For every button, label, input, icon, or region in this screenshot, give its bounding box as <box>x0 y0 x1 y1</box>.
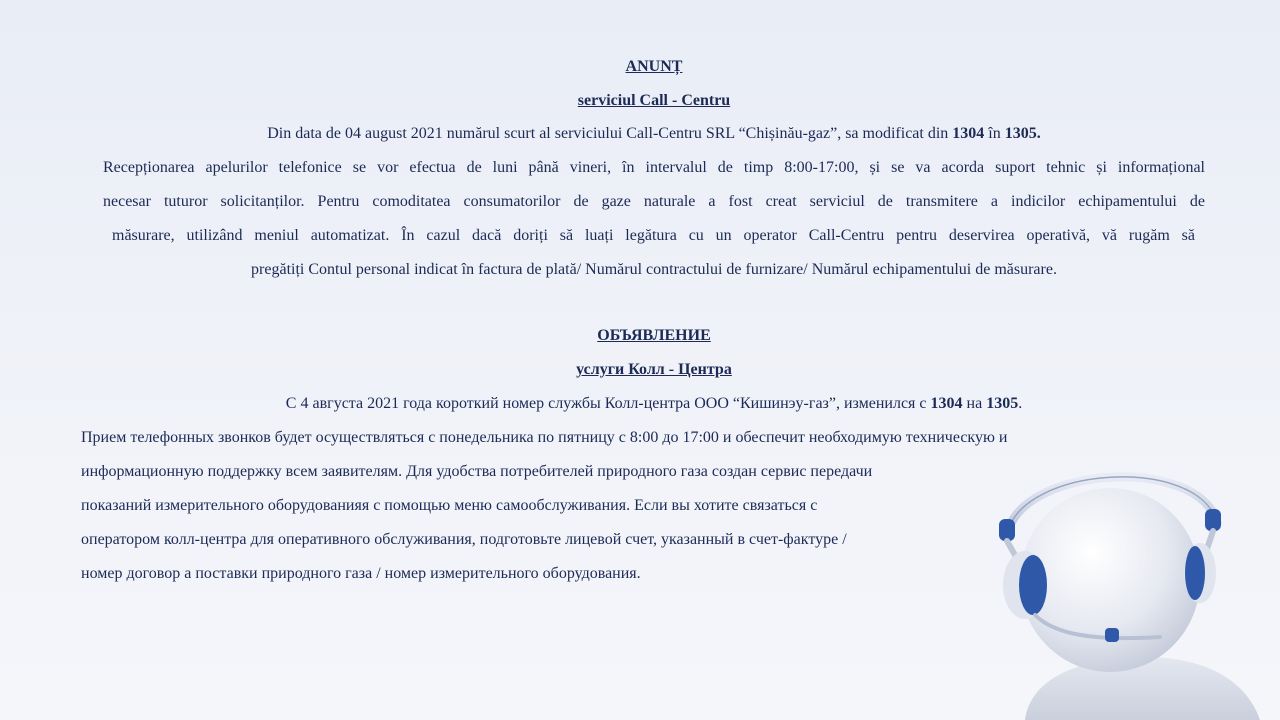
ro-line-1-mid: în <box>984 125 1005 142</box>
ro-line-1-text: Din data de 04 august 2021 numărul scurt al serviciului Call-Centru SRL “Chișinău-gaz”, sa modificat din <box>267 125 953 142</box>
ru-title: ОБЪЯВЛЕНИЕ <box>597 327 711 344</box>
ro-line-2: Recepționarea apelurilor telefonice se vor efectua de luni până vineri, în intervalul de timp 8:00-17:00, și se va acorda suport tehnic și informațional <box>103 159 1205 176</box>
ro-old-number: 1304 <box>952 125 985 142</box>
ru-new-number: 1305 <box>986 395 1019 412</box>
call-center-operator-headset-icon <box>985 445 1280 720</box>
ru-line-1-end: . <box>1018 395 1023 412</box>
ro-new-number: 1305. <box>1004 125 1041 142</box>
ru-old-number: 1304 <box>930 395 963 412</box>
ro-line-3: necesar tuturor solicitanților. Pentru comoditatea consumatorilor de gaze naturale a fost creat serviciul de transmitere a indicilor echipamentului de <box>103 193 1205 210</box>
ro-line-5: pregătiți Contul personal indicat în factura de plată/ Numărul contractului de furnizare/ Numărul echipamentului de măsurare. <box>251 261 1057 278</box>
ru-line-6: номер договор а поставки природного газа / номер измерительного оборудования. <box>81 565 641 582</box>
ru-line-3: информационную поддержку всем заявителям. Для удобства потребителей природного газа создан сервис передачи <box>81 463 873 480</box>
ru-line-2: Прием телефонных звонков будет осуществляться с понедельника по пятницу с 8:00 до 17:00 и обеспечит необходимую техническую и <box>81 429 1008 446</box>
ru-line-1-mid: на <box>962 395 987 412</box>
ru-line-5: оператором колл-центра для оперативного обслуживания, подготовьте лицевой счет, указанный в счет-фактуре / <box>81 531 847 548</box>
ro-subtitle: serviciul Call - Centru <box>577 92 731 109</box>
ru-line-1 <box>0 395 1280 413</box>
ru-line-1-text: С 4 августа 2021 года короткий номер службы Колл-центра ООО “Кишинэу-газ”, изменился с <box>285 395 931 412</box>
ro-title: ANUNȚ <box>625 58 683 75</box>
ru-line-4: показаний измерительного оборудованияя с помощью меню самообслуживания. Если вы хотите связаться с <box>81 497 818 514</box>
ro-line-4: măsurare, utilizând meniul automatizat. În cazul dacă doriți să luați legătura cu un operator Call-Centru pentru deservirea operativă, vă rugăm să <box>112 227 1195 244</box>
ru-subtitle: услуги Колл - Центра <box>576 361 732 378</box>
ro-line-1 <box>0 125 1280 143</box>
